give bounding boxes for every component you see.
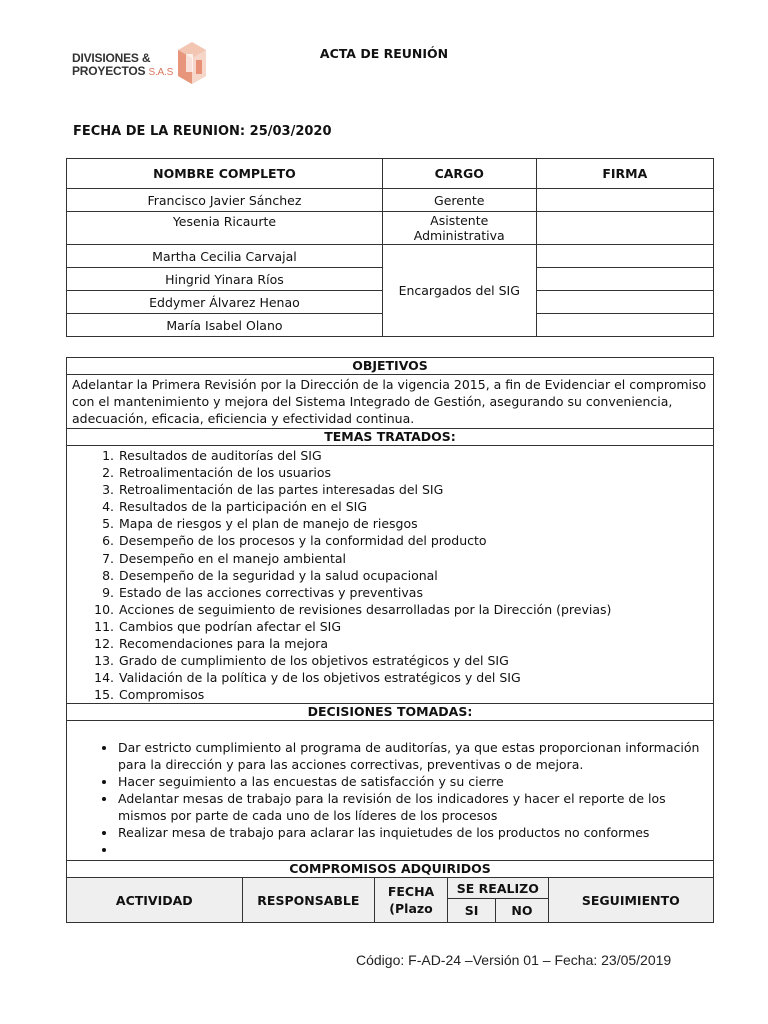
date-header: FECHA (Plazo xyxy=(375,878,448,923)
objectives-heading: OBJETIVOS xyxy=(67,358,713,375)
header-role: CARGO xyxy=(382,159,536,189)
logo-wordmark: DIVISIONES & PROYECTOS S.A.S xyxy=(72,51,174,78)
responsible-header: RESPONSABLE xyxy=(242,878,374,923)
done-no-header: NO xyxy=(496,899,548,923)
list-item: 7. Desempeño en el manejo ambiental xyxy=(118,550,713,567)
attendees-table xyxy=(66,158,714,337)
attendee-name: Hingrid Yinara Ríos xyxy=(67,268,383,291)
list-item: • Realizar mesa de trabajo para aclarar las inquietudes de los productos no conformes xyxy=(117,824,713,841)
commitments-table xyxy=(66,877,714,923)
list-item: 10. Acciones de seguimiento de revisiones desarrolladas por la Dirección (previas) xyxy=(118,601,713,618)
topics-list xyxy=(67,446,713,703)
list-item: 11. Cambios que podrían afectar el SIG xyxy=(118,618,713,635)
signature-cell xyxy=(536,314,713,337)
list-item: 1. Resultados de auditorías del SIG xyxy=(118,447,713,464)
signature-cell xyxy=(536,189,713,212)
attendee-name: Eddymer Álvarez Henao xyxy=(67,291,383,314)
follow-up-header: SEGUIMIENTO xyxy=(548,878,713,923)
topics-heading: TEMAS TRATADOS: xyxy=(67,428,713,446)
attendee-name: Yesenia Ricaurte xyxy=(67,212,383,245)
activity-header: ACTIVIDAD xyxy=(67,878,243,923)
attendee-role: Encargados del SIG xyxy=(382,245,536,337)
list-item: • Adelantar mesas de trabajo para la revisión de los indicadores y hacer el reporte de los mismos por parte de cada uno de los líderes de los procesos xyxy=(117,790,713,824)
list-item: 5. Mapa de riesgos y el plan de manejo de riesgos xyxy=(118,515,713,532)
document-footer-code: Código: F-AD-24 –Versión 01 – Fecha: 23/05/2019 xyxy=(356,952,672,968)
list-item: 15. Compromisos xyxy=(118,686,713,703)
header-full-name: NOMBRE COMPLETO xyxy=(67,159,383,189)
list-item: • Hacer seguimiento a las encuestas de satisfacción y su cierre xyxy=(117,773,713,790)
signature-cell xyxy=(536,291,713,314)
decisions-heading: DECISIONES TOMADAS: xyxy=(67,703,713,721)
attendee-name: Francisco Javier Sánchez xyxy=(67,189,383,212)
document-title: ACTA DE REUNIÓN xyxy=(319,46,449,61)
objectives-text: Adelantar la Primera Revisión por la Dirección de la vigencia 2015, a fin de Evidenciar el compromiso con el mantenimiento y mejora del Sistema Integrado de Gestión, asegurando su conveniencia, adecuación, eficacia, eficiencia y efectividad continua. xyxy=(72,377,707,426)
table-row xyxy=(67,245,714,268)
attendee-role: Gerente xyxy=(382,189,536,212)
meeting-details-box xyxy=(66,357,714,878)
list-item: • Dar estricto cumplimiento al programa de auditorías, ya que estas proporcionan información para la dirección y para las acciones correctivas, preventivas o de mejora. xyxy=(117,739,713,773)
table-row xyxy=(67,878,714,899)
list-item: 14. Validación de la política y de los objetivos estratégicos y del SIG xyxy=(118,669,713,686)
list-item xyxy=(117,841,713,858)
list-item: 4. Resultados de la participación en el SIG xyxy=(118,498,713,515)
table-row xyxy=(67,189,714,212)
list-item: 6. Desempeño de los procesos y la conformidad del producto xyxy=(118,532,713,549)
done-header: SE REALIZO xyxy=(447,878,548,899)
list-item: 12. Recomendaciones para la mejora xyxy=(118,635,713,652)
attendees-header-row xyxy=(67,159,714,189)
decisions-list xyxy=(67,721,713,860)
meeting-date: FECHA DE LA REUNION: 25/03/2020 xyxy=(73,124,332,139)
table-row xyxy=(67,212,714,245)
signature-cell xyxy=(536,212,713,245)
attendee-name: Martha Cecilia Carvajal xyxy=(67,245,383,268)
done-yes-header: SI xyxy=(447,899,495,923)
list-item: 13. Grado de cumplimiento de los objetivos estratégicos y del SIG xyxy=(118,652,713,669)
attendee-role: Asistente Administrativa xyxy=(382,212,536,245)
list-item: 9. Estado de las acciones correctivas y preventivas xyxy=(118,584,713,601)
signature-cell xyxy=(536,245,713,268)
list-item: 3. Retroalimentación de las partes interesadas del SIG xyxy=(118,481,713,498)
attendee-name: María Isabel Olano xyxy=(67,314,383,337)
list-item: 8. Desempeño de la seguridad y la salud ocupacional xyxy=(118,567,713,584)
commitments-heading: COMPROMISOS ADQUIRIDOS xyxy=(67,860,713,877)
signature-cell xyxy=(536,268,713,291)
header-signature: FIRMA xyxy=(536,159,713,189)
list-item: 2. Retroalimentación de los usuarios xyxy=(118,464,713,481)
